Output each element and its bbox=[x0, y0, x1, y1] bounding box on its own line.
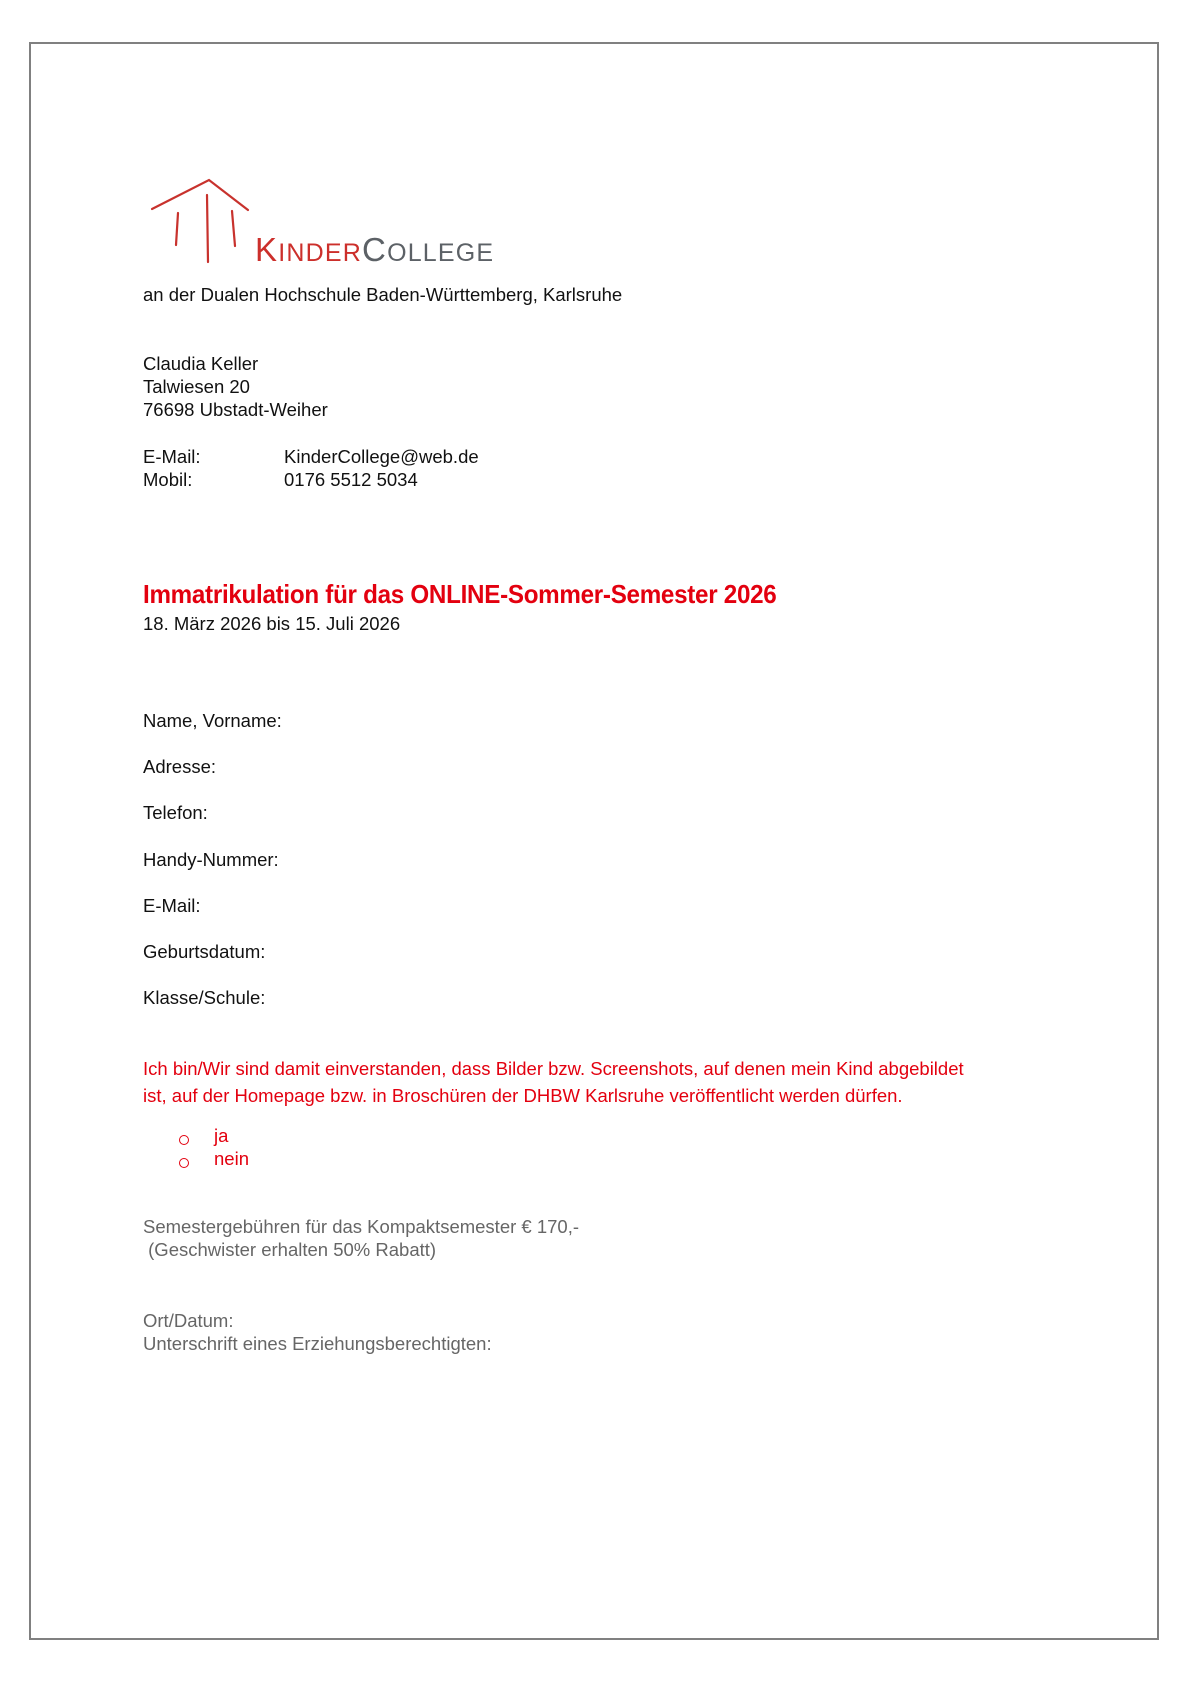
logo-pillar-center bbox=[207, 195, 208, 262]
contact-mobile-value: 0176 5512 5034 bbox=[284, 469, 418, 490]
radio-circle-icon[interactable] bbox=[179, 1158, 189, 1168]
fees-text: Semestergebühren für das Kompaktsemester € 170,- bbox=[143, 1216, 580, 1237]
radio-circle-icon[interactable] bbox=[179, 1135, 189, 1145]
form-field-class-school: Klasse/Schule: bbox=[143, 987, 266, 1008]
form-field-address: Adresse: bbox=[143, 756, 217, 777]
sender-street: Talwiesen 20 bbox=[143, 376, 250, 397]
contact-label: Mobil: bbox=[143, 469, 193, 490]
contact-email-value[interactable]: KinderCollege@web.de bbox=[284, 446, 479, 467]
signature-label: Unterschrift eines Erziehungsberechtigten: bbox=[143, 1333, 492, 1354]
form-field-email: E-Mail: bbox=[143, 895, 201, 916]
logo-college-initial: C bbox=[362, 231, 388, 268]
logo-subtitle: an der Dualen Hochschule Baden-Württemberg, Karlsruhe bbox=[143, 284, 623, 305]
page-title: Immatrikulation für das ONLINE-Sommer-Semester 2026 bbox=[143, 579, 777, 609]
logo-college-rest: OLLEGE bbox=[387, 239, 495, 267]
consent-option-label: ja bbox=[214, 1125, 229, 1146]
logo-pillar-right bbox=[232, 211, 235, 246]
consent-text-line2: ist, auf der Homepage bzw. in Broschüren der DHBW Karlsruhe veröffentlicht werden dürfen. bbox=[143, 1085, 903, 1106]
consent-option-nein[interactable] bbox=[179, 1148, 299, 1175]
consent-option-label: nein bbox=[214, 1148, 249, 1169]
form-field-phone: Telefon: bbox=[143, 802, 208, 823]
logo-roof bbox=[152, 180, 248, 210]
contact-row-mobile bbox=[143, 468, 418, 491]
consent-text-line1: Ich bin/Wir sind damit einverstanden, dass Bilder bzw. Screenshots, auf denen mein Kind abgebildet bbox=[143, 1058, 964, 1079]
sender-name: Claudia Keller bbox=[143, 353, 259, 374]
contact-row-email bbox=[143, 445, 479, 468]
form-field-name: Name, Vorname: bbox=[143, 710, 282, 731]
logo-pillar-left bbox=[176, 213, 178, 245]
form-field-birthdate: Geburtsdatum: bbox=[143, 941, 266, 962]
page-border bbox=[29, 42, 1159, 1640]
logo-kinder-rest: INDER bbox=[278, 239, 363, 267]
logo-house-icon bbox=[140, 170, 260, 270]
sender-city: 76698 Ubstadt-Weiher bbox=[143, 399, 328, 420]
fees-sibling-discount: (Geschwister erhalten 50% Rabatt) bbox=[143, 1239, 437, 1260]
form-field-mobile: Handy-Nummer: bbox=[143, 849, 279, 870]
place-date-label: Ort/Datum: bbox=[143, 1310, 234, 1331]
semester-dates: 18. März 2026 bis 15. Juli 2026 bbox=[143, 613, 401, 634]
contact-label: E-Mail: bbox=[143, 446, 201, 467]
logo-wordmark bbox=[255, 232, 494, 271]
logo-kinder-initial: K bbox=[255, 231, 279, 268]
